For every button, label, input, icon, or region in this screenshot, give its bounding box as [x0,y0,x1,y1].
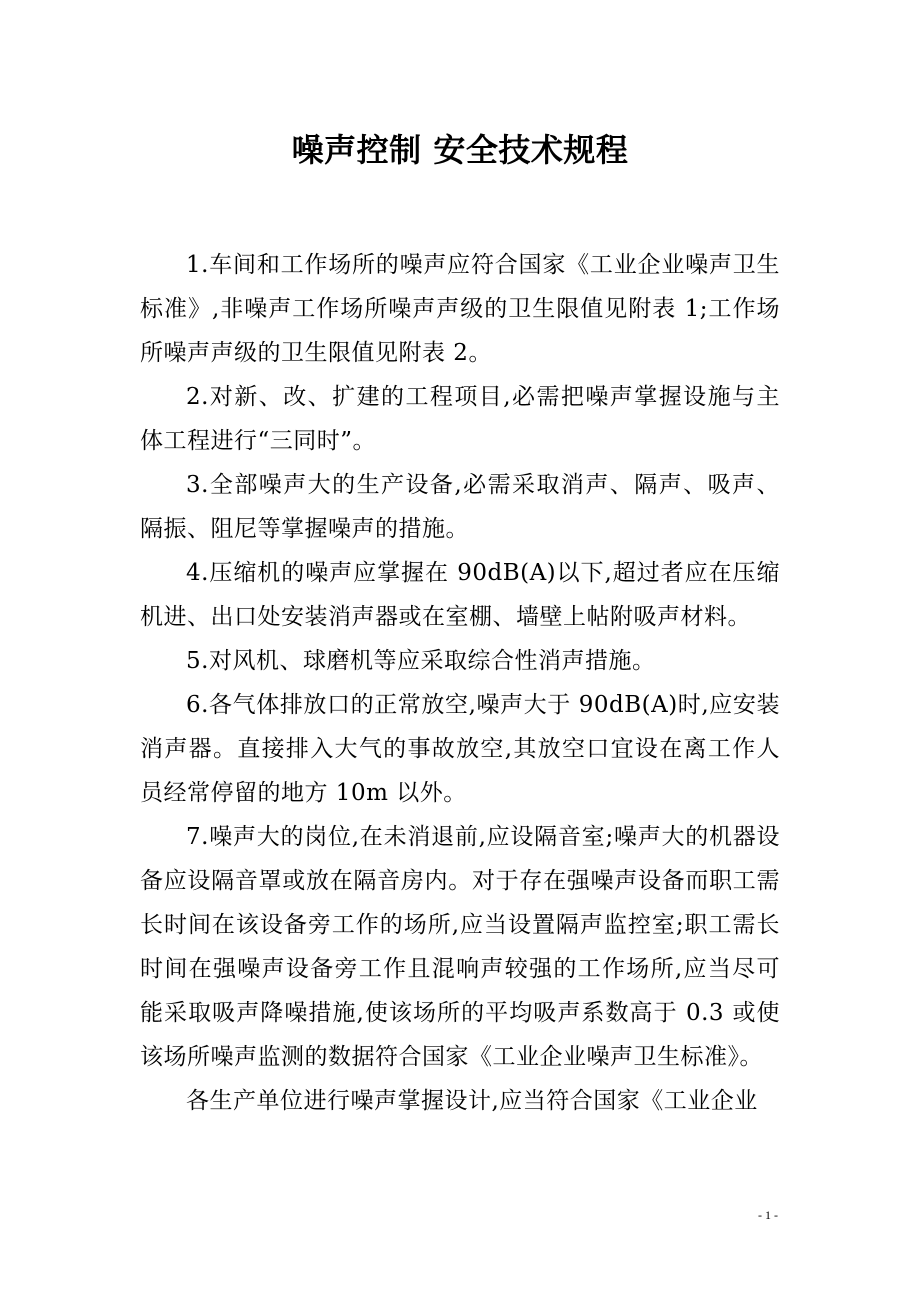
paragraph-3: 3.全部噪声大的生产设备,必需采取消声、隔声、吸声、隔振、阻尼等掌握噪声的措施。 [140,472,780,542]
paragraph-5: 5.对风机、球磨机等应采取综合性消声措施。 [186,648,656,674]
document-title: 噪声控制 安全技术规程 [291,131,629,169]
paragraph-7: 7.噪声大的岗位,在未消退前,应设隔音室;噪声大的机器设备应设隔音罩或放在隔音房内。对于存在强噪声设备而职工需长时间在该设备旁工作的场所,应当设置隔声监控室;职工需长时间在强噪声设备旁工作且混响声较强的工作场所,应当尽可能采取吸声降噪措施,使该场所的平均吸声系数高于 0.3 或使该场所噪声监测的数据符合国家《工业企业噪声卫生标准》。 [140,824,780,1070]
paragraph-4: 4.压缩机的噪声应掌握在 90dB(A)以下,超过者应在压缩机进、出口处安装消声器或在室棚、墙壁上帖附吸声材料。 [140,560,780,630]
paragraph-2: 2.对新、改、扩建的工程项目,必需把噪声掌握设施与主体工程进行“三同时”。 [140,384,780,454]
page-number: - 1 - [758,1208,778,1222]
document-body [140,243,780,1123]
paragraph-6: 6.各气体排放口的正常放空,噪声大于 90dB(A)时,应安装消声器。直接排入大气的事故放空,其放空口宜设在离工作人员经常停留的地方 10m 以外。 [140,692,780,806]
paragraph-1: 1.车间和工作场所的噪声应符合国家《工业企业噪声卫生标准》,非噪声工作场所噪声声级的卫生限值见附表 1;工作场所噪声声级的卫生限值见附表 2。 [140,252,780,366]
paragraph-8: 各生产单位进行噪声掌握设计,应当符合国家《工业企业 [186,1088,758,1114]
